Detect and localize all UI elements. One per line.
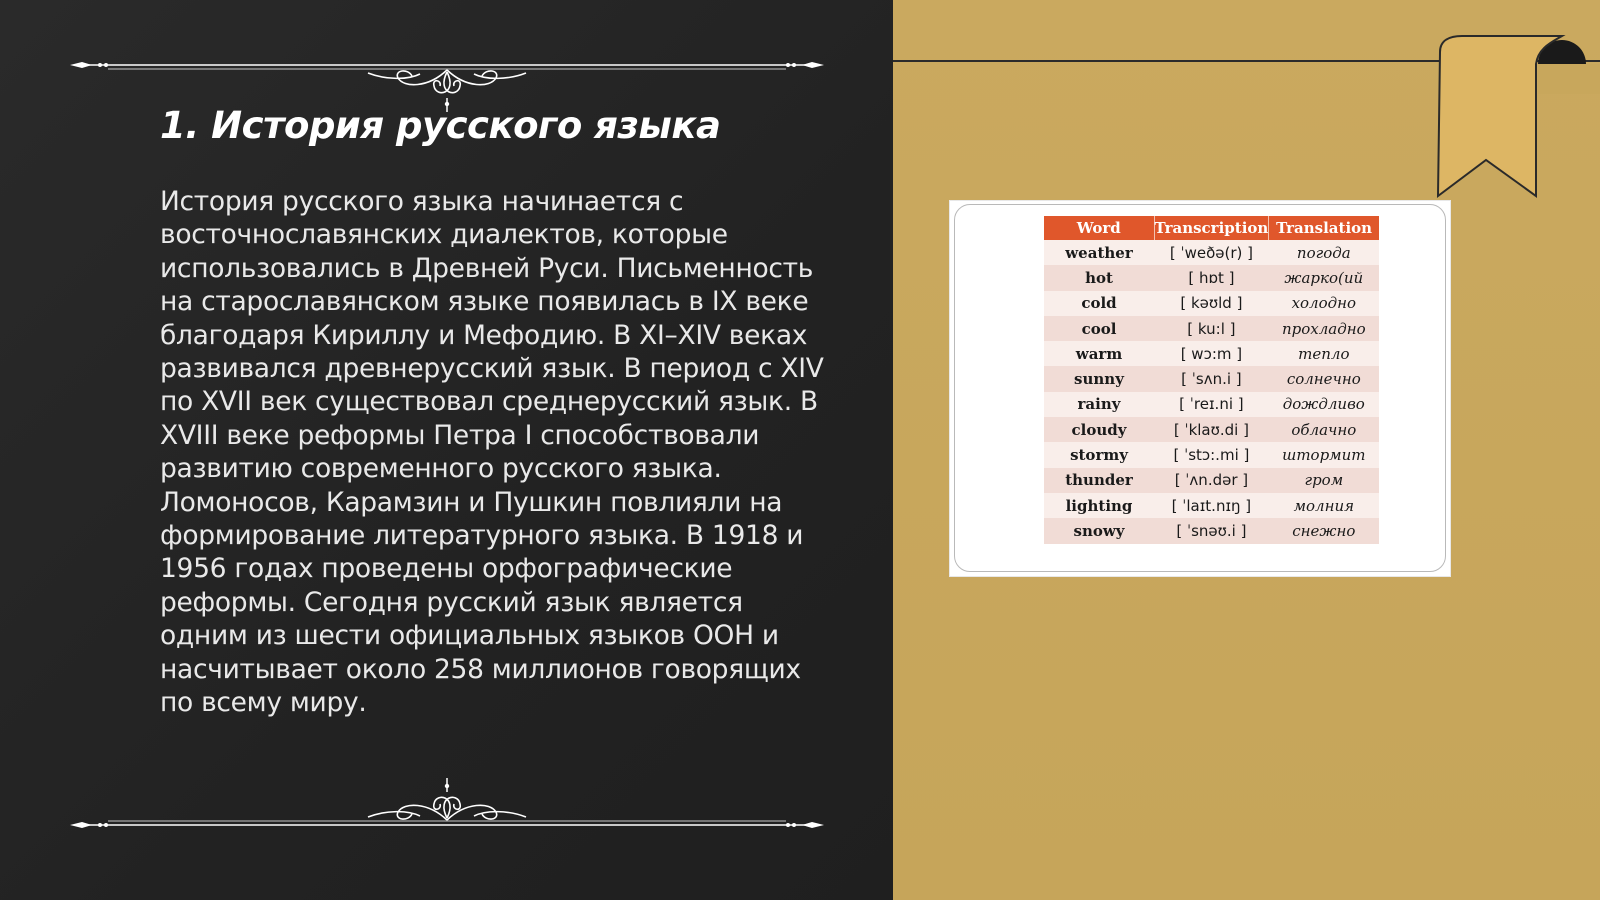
translation-cell: дождливо bbox=[1269, 392, 1379, 417]
table-row bbox=[1044, 316, 1379, 341]
word-cell: hot bbox=[1044, 265, 1154, 290]
transcription-cell: [ hɒt ] bbox=[1154, 265, 1269, 290]
word-cell: warm bbox=[1044, 341, 1154, 366]
transcription-cell: [ ˈklaʊ.di ] bbox=[1154, 417, 1269, 442]
bookmark-ribbon bbox=[1430, 34, 1600, 204]
transcription-cell: [ ˈʌn.dər ] bbox=[1154, 468, 1269, 493]
translation-cell: штормит bbox=[1269, 442, 1379, 467]
transcription-cell: [ ˈstɔ:.mi ] bbox=[1154, 442, 1269, 467]
translation-cell: молния bbox=[1269, 493, 1379, 518]
table-row bbox=[1044, 417, 1379, 442]
vocabulary-table-image bbox=[950, 201, 1450, 576]
transcription-cell: [ kəʊld ] bbox=[1154, 291, 1269, 316]
translation-cell: солнечно bbox=[1269, 366, 1379, 391]
translation-cell: тепло bbox=[1269, 341, 1379, 366]
table-row bbox=[1044, 366, 1379, 391]
word-cell: stormy bbox=[1044, 442, 1154, 467]
translation-cell: облачно bbox=[1269, 417, 1379, 442]
word-cell: lighting bbox=[1044, 493, 1154, 518]
header-transcription: Transcription bbox=[1154, 216, 1269, 240]
translation-cell: жарко(ий bbox=[1269, 265, 1379, 290]
table-row bbox=[1044, 442, 1379, 467]
table-row bbox=[1044, 392, 1379, 417]
transcription-cell: [ ˈsʌn.i ] bbox=[1154, 366, 1269, 391]
table-row bbox=[1044, 291, 1379, 316]
bottom-ornament-divider bbox=[68, 772, 826, 832]
weather-vocabulary-table bbox=[1044, 216, 1379, 544]
translation-cell: холодно bbox=[1269, 291, 1379, 316]
word-cell: thunder bbox=[1044, 468, 1154, 493]
table-header-row bbox=[1044, 216, 1379, 240]
header-translation: Translation bbox=[1269, 216, 1379, 240]
word-cell: cloudy bbox=[1044, 417, 1154, 442]
translation-cell: погода bbox=[1269, 240, 1379, 265]
transcription-cell: [ wɔ:m ] bbox=[1154, 341, 1269, 366]
table-row bbox=[1044, 468, 1379, 493]
transcription-cell: [ ˈreɪ.ni ] bbox=[1154, 392, 1269, 417]
word-cell: snowy bbox=[1044, 518, 1154, 543]
table-row bbox=[1044, 493, 1379, 518]
word-cell: cold bbox=[1044, 291, 1154, 316]
slide-title: 1. История русского языка bbox=[160, 104, 721, 147]
slide-body-text: История русского языка начинается с восточнославянских диалектов, которые использовались в Древней Руси. Письменность на старославянском языке появилась в IX веке благодаря Кириллу и Мефодию. В XI–XIV веках развивался древнерусский язык. В период с XIV по XVII век существовал среднерусский язык. В XVIII веке реформы Петра I способствовали развитию современного русского языка. Ломоносов, Карамзин и Пушкин повлияли на формирование литературного языка. В 1918 и 1956 годах проведены орфографические реформы. Сегодня русский язык является одним из шести официальных языков ООН и насчитывает около 258 миллионов говорящих по всему миру. bbox=[160, 186, 824, 719]
table-row bbox=[1044, 518, 1379, 543]
transcription-cell: [ ˈsnəʊ.i ] bbox=[1154, 518, 1269, 543]
translation-cell: прохладно bbox=[1269, 316, 1379, 341]
word-cell: weather bbox=[1044, 240, 1154, 265]
table-row bbox=[1044, 265, 1379, 290]
table-row bbox=[1044, 341, 1379, 366]
transcription-cell: [ ku:l ] bbox=[1154, 316, 1269, 341]
table-row bbox=[1044, 240, 1379, 265]
translation-cell: снежно bbox=[1269, 518, 1379, 543]
word-cell: rainy bbox=[1044, 392, 1154, 417]
transcription-cell: [ ˈlaɪt.nɪŋ ] bbox=[1154, 493, 1269, 518]
header-word: Word bbox=[1044, 216, 1154, 240]
translation-cell: гром bbox=[1269, 468, 1379, 493]
word-cell: sunny bbox=[1044, 366, 1154, 391]
word-cell: cool bbox=[1044, 316, 1154, 341]
transcription-cell: [ ˈweðə(r) ] bbox=[1154, 240, 1269, 265]
